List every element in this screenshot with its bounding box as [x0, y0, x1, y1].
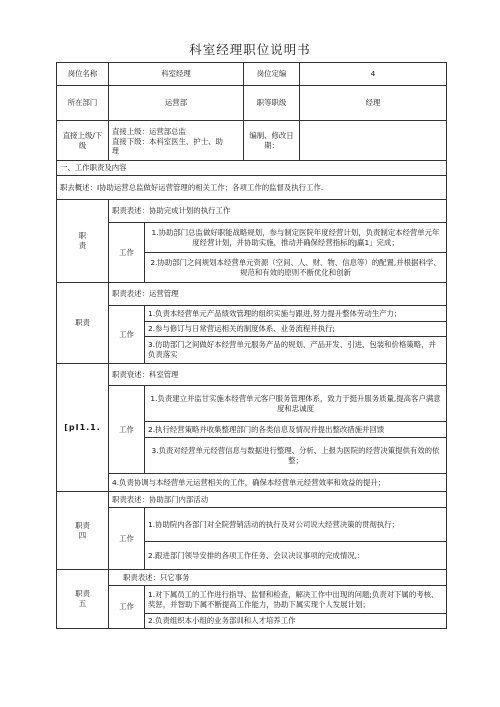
duty-3-item-1: 1.负责建立并监甘实施本经营单元客户服务管理体系，致力于挺升服务质量,提高客户满意度和忠诚度: [145, 386, 447, 422]
duty-2-description: 职责表述：运营管理: [109, 283, 447, 306]
duty-3-description: 职责衰述：科室管理: [109, 364, 447, 386]
duty-1-label-bottom: 责: [78, 241, 87, 250]
duty-4-label-bottom: 四: [78, 530, 87, 540]
duty-3-item-3: 3.负责对经营单元经营信息与数据进行整理、分析、上报为医院的经营决策提供有效的依整；: [145, 438, 447, 474]
document-title: 科室经理职位说明书: [189, 42, 311, 57]
duty-5-item-1: 1.对下属员工的工作进行指导、监督和检查，解决工作中出现的问题;负责对下属的考核、奖惩，并智助下属不断提高工作能力，协助下属实现个人发展计划；: [145, 586, 447, 614]
duty-1-item-1: 1.协助部门总监做好职能战略规划，参与制定医院年度经营计划，负责制定本经营单元年度经营计划，并协助实施，推动并确保经营指标的J赢1」完成；: [145, 223, 447, 253]
duty-2-item-2: 2.参与修订与日常营运相关的制度体系、业务流程并执行;: [145, 322, 447, 337]
duty-2-work-label: 工作: [109, 306, 145, 364]
superior-label: 直接上级/下级: [57, 121, 109, 161]
duty-3-item-4: 4.负责协调与本经营单元运营相关的工作，确保本经营单元经营效率和效益的提升；: [109, 474, 447, 492]
duty-4-description: 职责表述：协助部门内部活动: [109, 492, 447, 508]
job-description-table: [56, 62, 447, 629]
duty-5-label: [57, 570, 109, 629]
edit-date-value: [300, 121, 447, 161]
position-code-value: 4: [300, 63, 447, 86]
duty-1-item-2: 2.协助部门之间规划本经营单元资源（空间、人、财、物、信息等）的配置,并根据科学、规范和有效的原则不断优化和创新: [145, 253, 447, 283]
duty-4-work-label: 工作: [109, 508, 145, 570]
position-name-label: 岗位名称: [57, 63, 109, 86]
position-name-value: 科室经理: [109, 63, 244, 86]
department-value: 运营部: [109, 86, 244, 121]
department-label: 所在部门: [57, 86, 109, 121]
duty-2-item-3: 3.仿助部门之间做好本经营单元服务产品的规划、产品开发、引进、包装和价格策略，并负责落实: [145, 337, 447, 364]
superior-subordinate-cell: [109, 121, 244, 161]
duty-5-work-label: 工作: [109, 586, 145, 629]
duty-4-item-2: 2.跟进部门领导安排的各项工作任务、会议决议事项的完成情况,：: [145, 542, 447, 570]
duty-summary: 职去概述：Ⅰ协助运营总监做好运营管理的相关工作；各项工作的监督及执行工作.: [57, 176, 447, 200]
duty-5-label-bottom: 五: [78, 599, 87, 608]
duty-3-work-label: 工作: [109, 386, 145, 474]
duty-3-item-2: 2.执行经营策略并收集整理部门的各类信息及情况并提出整改措施并回馈: [145, 422, 447, 438]
grade-label: 职等职级: [244, 86, 300, 121]
duty-4-item-1: 1.协助院内各部门对全院营销活动的执行及对公司说大经营决策的贯彻执行；: [145, 508, 447, 542]
position-code-label: 岗位定编: [244, 63, 300, 86]
duty-1-description: 职责表述：协助完成计划的执行工作: [109, 200, 447, 223]
duty-2-label: 职责: [57, 283, 109, 364]
edit-date-label: 编制、修改日期：: [244, 121, 300, 161]
duty-1-label: [57, 200, 109, 283]
duty-5-description: 职责表述：只它事务: [109, 570, 447, 586]
superior-value: 直接上级：运营部总监: [112, 126, 186, 136]
duty-4-label-top: 职责: [75, 520, 90, 530]
duty-2-item-1: 1.负责本经营单元产品绩效管理的组织实施与跟进,努力提升整体劳动生产力；: [145, 306, 447, 322]
grade-value: 经理: [300, 86, 447, 121]
duty-3-label: [pI1.1.: [57, 364, 109, 492]
subordinate-value: 直接下级：本科室医生、护士、助: [112, 136, 223, 146]
duty-5-label-top: 职责: [75, 589, 90, 598]
duty-1-work-label: 工作: [109, 223, 145, 283]
duty-4-label: [57, 492, 109, 570]
duty-5-item-2: 2.负责组织本小组的业务部训和人才培养工作: [145, 614, 447, 629]
subordinate-overflow: 理: [112, 146, 119, 155]
duty-1-label-top: 职: [78, 231, 87, 240]
section-heading: 一、工作职责及内容: [57, 161, 447, 176]
